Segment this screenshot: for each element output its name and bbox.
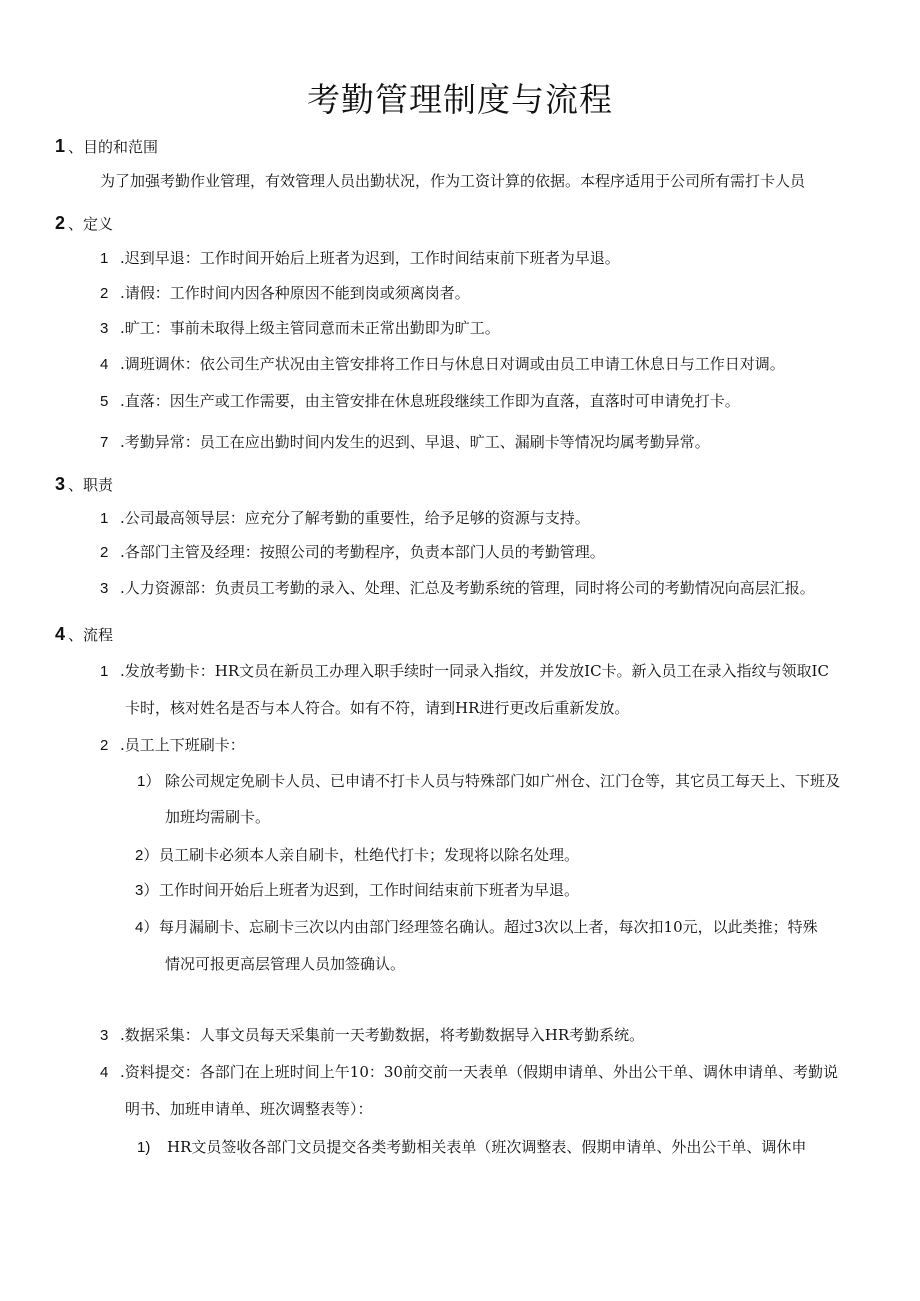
- section-separator: 、: [68, 215, 84, 233]
- section-separator: 、: [68, 476, 84, 494]
- section-heading-3: [55, 474, 113, 495]
- item-number: 3: [100, 1027, 109, 1044]
- item-text: .直落：因生产或工作需要，由主管安排在休息班段继续工作即为直落，直落时可申请免打卡。: [120, 392, 740, 410]
- item-text: .人力资源部：负责员工考勤的录入、处理、汇总及考勤系统的管理，同时将公司的考勤情况向高层汇报。: [120, 579, 815, 597]
- item-text: .调班调休：依公司生产状况由主管安排将工作日与休息日对调或由员工申请工休息日与工作日对调。: [120, 355, 785, 373]
- item-text: .迟到早退：工作时间开始后上班者为迟到，工作时间结束前下班者为早退。: [120, 249, 620, 267]
- list-item: [100, 391, 740, 412]
- item-number: 5: [100, 393, 109, 410]
- list-item-continuation: 卡时，核对姓名是否与本人符合。如有不符，请到HR进行更改后重新发放。: [125, 699, 630, 717]
- purpose-paragraph: 为了加强考勤作业管理，有效管理人员出勤状况，作为工资计算的依据。本程序适用于公司所有需打卡人员: [100, 172, 806, 190]
- section-title: 目的和范围: [83, 138, 159, 156]
- list-item: [100, 1025, 644, 1046]
- list-item: [100, 1062, 838, 1083]
- section-number: 3: [55, 474, 66, 494]
- section-title: 定义: [83, 215, 114, 233]
- item-text: .员工上下班刷卡：: [120, 736, 245, 754]
- list-item: [100, 735, 245, 756]
- sub-item-number: 1）: [137, 773, 161, 790]
- section-heading-1: [55, 136, 158, 157]
- item-text: .请假：工作时间内因各种原因不能到岗或须离岗者。: [120, 284, 470, 302]
- sub-list-item: [135, 845, 579, 866]
- sub-item-number: 2）: [135, 847, 159, 864]
- item-text: .公司最高领导层：应充分了解考勤的重要性，给予足够的资源与支持。: [120, 509, 590, 527]
- section-title: 职责: [83, 476, 114, 494]
- item-number: 2: [100, 737, 109, 754]
- list-item: [100, 578, 815, 599]
- item-number: 1: [100, 663, 109, 680]
- item-text: .考勤异常：员工在应出勤时间内发生的迟到、早退、旷工、漏刷卡等情况均属考勤异常。: [120, 433, 710, 451]
- item-text: .旷工：事前未取得上级主管同意而未正常出勤即为旷工。: [120, 319, 500, 337]
- sub-item-text: 除公司规定免刷卡人员、已申请不打卡人员与特殊部门如广州仓、江门仓等，其它员工每天上、下班及: [165, 772, 841, 790]
- list-item: [100, 248, 620, 269]
- section-number: 4: [55, 624, 66, 644]
- list-item: [100, 283, 470, 304]
- item-number: 4: [100, 1064, 109, 1081]
- page-title: 考勤管理制度与流程: [307, 80, 613, 119]
- sub-item-number: 3）: [135, 882, 159, 899]
- section-number: 1: [55, 136, 66, 156]
- sub-item-text: 每月漏刷卡、忘刷卡三次以内由部门经理签名确认。超过3次以上者，每次扣10元，以此类推；特殊: [159, 918, 818, 936]
- sub-list-item: [135, 917, 818, 938]
- section-number: 2: [55, 213, 66, 233]
- item-number: 1: [100, 510, 109, 527]
- sub-list-item-continuation: 加班均需刷卡。: [165, 808, 271, 826]
- list-item: [100, 508, 590, 529]
- section-heading-4: [55, 624, 113, 645]
- item-text: .各部门主管及经理：按照公司的考勤程序，负责本部门人员的考勤管理。: [120, 543, 605, 561]
- section-heading-2: [55, 213, 113, 234]
- sub-list-item-continuation: 情况可报更高层管理人员加签确认。: [165, 955, 406, 973]
- sub-list-item: [137, 771, 840, 792]
- sub-item-number: 4）: [135, 919, 159, 936]
- item-text: .资料提交：各部门在上班时间上午10：30前交前一天表单（假期申请单、外出公干单、调休申请单、考勤说: [120, 1063, 838, 1081]
- item-number: 7: [100, 434, 109, 451]
- sub-item-text: 工作时间开始后上班者为迟到，工作时间结束前下班者为早退。: [159, 881, 580, 899]
- item-number: 1: [100, 250, 109, 267]
- list-item-continuation: 明书、加班申请单、班次调整表等）：: [125, 1100, 373, 1118]
- section-separator: 、: [68, 138, 84, 156]
- sub-item-number: 1): [137, 1139, 151, 1156]
- sub-item-text: 员工刷卡必须本人亲自刷卡，杜绝代打卡；发现将以除名处理。: [159, 846, 580, 864]
- item-text: .发放考勤卡：HR文员在新员工办理入职手续时一同录入指纹，并发放IC卡。新入员工在录入指纹与领取IC: [120, 662, 829, 680]
- item-number: 4: [100, 356, 109, 373]
- sub-list-item: [135, 880, 579, 901]
- item-number: 3: [100, 320, 109, 337]
- list-item: [100, 318, 500, 339]
- section-separator: 、: [68, 626, 84, 644]
- item-number: 3: [100, 580, 109, 597]
- sub-list-item: [137, 1137, 806, 1158]
- list-item: [100, 354, 785, 375]
- item-number: 2: [100, 544, 109, 561]
- list-item: [100, 542, 605, 563]
- list-item: [100, 661, 829, 682]
- item-number: 2: [100, 285, 109, 302]
- section-title: 流程: [83, 626, 114, 644]
- sub-item-text: HR文员签收各部门文员提交各类考勤相关表单（班次调整表、假期申请单、外出公干单、调休申: [167, 1138, 807, 1156]
- list-item: [100, 432, 710, 453]
- item-text: .数据采集：人事文员每天采集前一天考勤数据，将考勤数据导入HR考勤系统。: [120, 1026, 645, 1044]
